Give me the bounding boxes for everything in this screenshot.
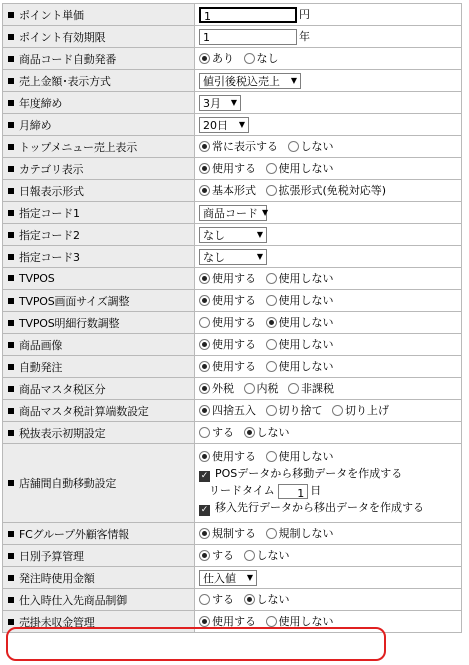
radio-option[interactable]: する	[199, 547, 234, 563]
radio-option[interactable]: 使用する	[199, 270, 256, 286]
radio-option[interactable]: 規制する	[199, 525, 256, 541]
bullet-icon	[8, 210, 14, 216]
bullet-icon	[8, 430, 14, 436]
bullet-icon	[8, 342, 14, 348]
radio-option[interactable]: 規制しない	[266, 525, 334, 541]
row-daily-budget: 日別予算管理 する しない	[3, 545, 462, 567]
designated-code-1-select[interactable]: 商品コード ▼	[199, 205, 267, 221]
lead-time-unit: 日	[310, 484, 322, 497]
bullet-icon	[8, 78, 14, 84]
row-point-unit-price	[3, 4, 462, 26]
bullet-icon	[8, 188, 14, 194]
radio-option[interactable]: しない	[244, 547, 290, 563]
radio-option[interactable]: 使用しない	[266, 270, 334, 286]
chevron-down-icon: ▼	[230, 98, 237, 107]
row-fiscal-year-close: 年度締め 3月 ▼	[3, 92, 462, 114]
sales-amount-display-select[interactable]: 値引後税込売上 ▼	[199, 73, 301, 89]
bullet-icon	[8, 166, 14, 172]
radio-option[interactable]: しない	[244, 424, 290, 440]
radio-option[interactable]: 切り捨て	[266, 402, 323, 418]
row-product-code-auto: 商品コード自動発番 あり なし	[3, 48, 462, 70]
radio-option[interactable]: あり	[199, 50, 234, 66]
settings-table	[2, 3, 462, 633]
radio-option[interactable]: 使用する	[199, 292, 256, 308]
row-product-image: 商品画像 使用する 使用しない	[3, 334, 462, 356]
radio-option[interactable]: 使用しない	[266, 160, 334, 176]
radio-option[interactable]: 拡張形式(免税対応等)	[266, 182, 387, 198]
bullet-icon	[8, 232, 14, 238]
radio-option[interactable]: 常に表示する	[199, 138, 278, 154]
bullet-icon	[8, 298, 14, 304]
radio-option[interactable]: する	[199, 424, 234, 440]
row-daily-report-format: 日報表示形式 基本形式 拡張形式(免税対応等)	[3, 180, 462, 202]
bullet-icon	[8, 480, 14, 486]
designated-code-2-select[interactable]: なし ▼	[199, 227, 267, 243]
bullet-icon	[8, 100, 14, 106]
point-validity-input[interactable]: 1	[199, 29, 297, 45]
bullet-icon	[8, 122, 14, 128]
row-sales-amount-display: 売上金額･表示方式 値引後税込売上 ▼	[3, 70, 462, 92]
monthly-close-select[interactable]: 20日 ▼	[199, 117, 249, 133]
radio-option[interactable]: 非課税	[288, 380, 334, 396]
point-unit-price-input[interactable]: 1	[199, 7, 297, 23]
radio-option[interactable]: 基本形式	[199, 182, 256, 198]
row-product-master-tax-rounding: 商品マスタ税計算端数設定 四捨五入 切り捨て 切り上げ	[3, 400, 462, 422]
bullet-icon	[8, 144, 14, 150]
lead-time-input[interactable]: 1	[278, 484, 308, 499]
radio-option[interactable]: しない	[244, 591, 290, 607]
unit-label: 円	[299, 8, 310, 21]
radio-option[interactable]: 使用する	[199, 336, 256, 352]
row-order-amount: 発注時使用金額 仕入値 ▼	[3, 567, 462, 589]
radio-option[interactable]: 使用する	[199, 314, 256, 330]
bullet-icon	[8, 386, 14, 392]
row-receivables-management: 売掛未収金管理 使用する 使用しない	[3, 611, 462, 633]
radio-option[interactable]: 使用する	[199, 358, 256, 374]
radio-option[interactable]: する	[199, 591, 234, 607]
chevron-down-icon: ▼	[256, 230, 263, 239]
row-designated-code-2: 指定コード2 なし ▼	[3, 224, 462, 246]
radio-option[interactable]: 切り上げ	[332, 402, 389, 418]
pos-data-checkbox-label: POSデータから移動データを作成する	[215, 467, 403, 480]
bullet-icon	[8, 56, 14, 62]
radio-option[interactable]: 使用する	[199, 613, 256, 629]
row-product-master-tax: 商品マスタ税区分 外税 内税 非課税	[3, 378, 462, 400]
bullet-icon	[8, 34, 14, 40]
designated-code-3-select[interactable]: なし ▼	[199, 249, 267, 265]
row-auto-order: 自動発注 使用する 使用しない	[3, 356, 462, 378]
radio-option[interactable]: 使用する	[199, 448, 256, 465]
bullet-icon	[8, 254, 14, 260]
bullet-icon	[8, 275, 14, 281]
order-amount-select[interactable]: 仕入値 ▼	[199, 570, 257, 586]
bullet-icon	[8, 320, 14, 326]
checkbox-checked-icon[interactable]: ✓	[200, 505, 209, 515]
advance-data-checkbox-label: 移入先行データから移出データを作成する	[215, 501, 424, 514]
radio-option[interactable]: 四捨五入	[199, 402, 256, 418]
radio-option[interactable]: 使用する	[199, 160, 256, 176]
bullet-icon	[8, 619, 14, 625]
row-label: ポイント単価	[3, 4, 195, 26]
bullet-icon	[8, 531, 14, 537]
chevron-down-icon: ▼	[256, 252, 263, 261]
radio-option[interactable]: しない	[288, 138, 334, 154]
row-top-menu-sales: トップメニュー売上表示 常に表示する しない	[3, 136, 462, 158]
radio-option[interactable]: なし	[244, 50, 279, 66]
row-tvpos-screen-size: TVPOS画面サイズ調整 使用する 使用しない	[3, 290, 462, 312]
radio-option[interactable]: 使用しない	[266, 292, 334, 308]
radio-option[interactable]: 使用しない	[266, 314, 334, 330]
row-purchase-supplier-control: 仕入時仕入先商品制御 する しない	[3, 589, 462, 611]
radio-option[interactable]: 使用しない	[266, 336, 334, 352]
chevron-down-icon: ▼	[262, 208, 269, 217]
radio-option[interactable]: 外税	[199, 380, 234, 396]
bullet-icon	[8, 364, 14, 370]
row-inter-store-transfer: 店舗間自動移動設定 使用する 使用しない ✓ POSデータから移動データを作成する リードタイム 1 日 ✓ 移入先行データから移出データを作成する	[3, 444, 462, 523]
radio-option[interactable]: 使用しない	[266, 613, 334, 629]
fiscal-year-close-select[interactable]: 3月 ▼	[199, 95, 241, 111]
bullet-icon	[8, 597, 14, 603]
radio-option[interactable]: 内税	[244, 380, 279, 396]
bullet-icon	[8, 575, 14, 581]
lead-time-label: リードタイム	[209, 484, 275, 497]
chevron-down-icon: ▼	[238, 120, 245, 129]
row-monthly-close: 月締め 20日 ▼	[3, 114, 462, 136]
chevron-down-icon: ▼	[290, 76, 297, 85]
bullet-icon	[8, 12, 14, 18]
unit-label: 年	[299, 30, 310, 43]
bullet-icon	[8, 408, 14, 414]
row-fc-group-customer: FCグループ外顧客情報 規制する 規制しない	[3, 523, 462, 545]
row-tvpos: TVPOS 使用する 使用しない	[3, 268, 462, 290]
row-tax-excluded-default: 税抜表示初期設定 する しない	[3, 422, 462, 444]
row-designated-code-1: 指定コード1 商品コード ▼	[3, 202, 462, 224]
row-designated-code-3: 指定コード3 なし ▼	[3, 246, 462, 268]
radio-option[interactable]: 使用しない	[266, 358, 334, 374]
row-category-display: カテゴリ表示 使用する 使用しない	[3, 158, 462, 180]
row-point-validity: ポイント有効期限 1 年	[3, 26, 462, 48]
bullet-icon	[8, 553, 14, 559]
chevron-down-icon: ▼	[246, 573, 253, 582]
row-tvpos-detail-rows: TVPOS明細行数調整 使用する 使用しない	[3, 312, 462, 334]
checkbox-checked-icon[interactable]: ✓	[200, 471, 209, 481]
radio-option[interactable]: 使用しない	[266, 448, 334, 465]
